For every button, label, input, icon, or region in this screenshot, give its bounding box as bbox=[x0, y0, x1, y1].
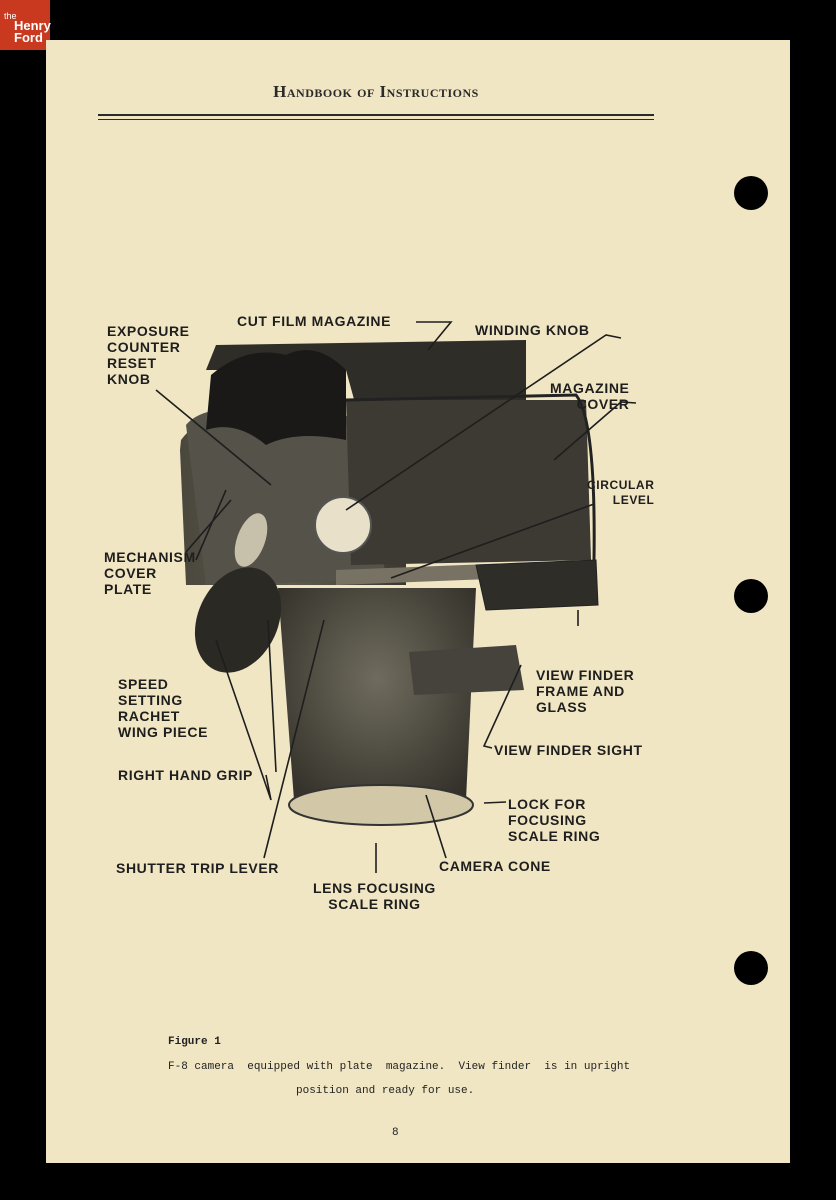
winding-knob-shape bbox=[315, 497, 371, 553]
label-lens-focusing-scale-ring: LENS FOCUSING SCALE RING bbox=[313, 880, 436, 912]
view-finder-frame-shape bbox=[476, 560, 598, 610]
label-lock-for-focusing-scale-ring: LOCK FOR FOCUSING SCALE RING bbox=[508, 796, 601, 844]
label-winding-knob: WINDING KNOB bbox=[475, 322, 590, 338]
page-header: Handbook of Instructions bbox=[273, 82, 479, 101]
label-exposure-counter-reset-knob: EXPOSURE COUNTER RESET KNOB bbox=[107, 323, 190, 387]
label-camera-cone: CAMERA CONE bbox=[439, 858, 551, 874]
label-speed-setting-rachet-wing-piece: SPEED SETTING RACHET WING PIECE bbox=[118, 676, 209, 740]
logo-text-henry: Henry bbox=[14, 18, 51, 33]
label-right-hand-grip: RIGHT HAND GRIP bbox=[118, 767, 253, 783]
focusing-ring-shape bbox=[289, 785, 473, 825]
figure-caption-line-1: F-8 camera equipped with plate magazine. View finder is in upright bbox=[168, 1061, 631, 1073]
label-circular-level: CIRCULAR LEVEL bbox=[587, 478, 655, 507]
label-shutter-trip-lever: SHUTTER TRIP LEVER bbox=[116, 860, 280, 876]
camera-photograph bbox=[46, 40, 790, 1163]
label-view-finder-sight: VIEW FINDER SIGHT bbox=[494, 742, 643, 758]
figure-caption-line-2: position and ready for use. bbox=[296, 1085, 475, 1097]
camera-cone-shape bbox=[278, 588, 476, 815]
logo-text-the: the bbox=[4, 11, 17, 21]
label-magazine-cover: MAGAZINE COVER bbox=[550, 380, 630, 412]
label-view-finder-frame-and-glass: VIEW FINDER FRAME AND GLASS bbox=[536, 667, 635, 715]
label-cut-film-magazine: CUT FILM MAGAZINE bbox=[237, 313, 392, 329]
page-number: 8 bbox=[392, 1127, 399, 1139]
document-page bbox=[46, 40, 790, 1163]
henry-ford-logo bbox=[0, 0, 50, 50]
figure-number: Figure 1 bbox=[168, 1036, 221, 1048]
label-mechanism-cover-plate: MECHANISM COVER PLATE bbox=[104, 549, 196, 597]
logo-text-ford: Ford bbox=[14, 30, 43, 45]
